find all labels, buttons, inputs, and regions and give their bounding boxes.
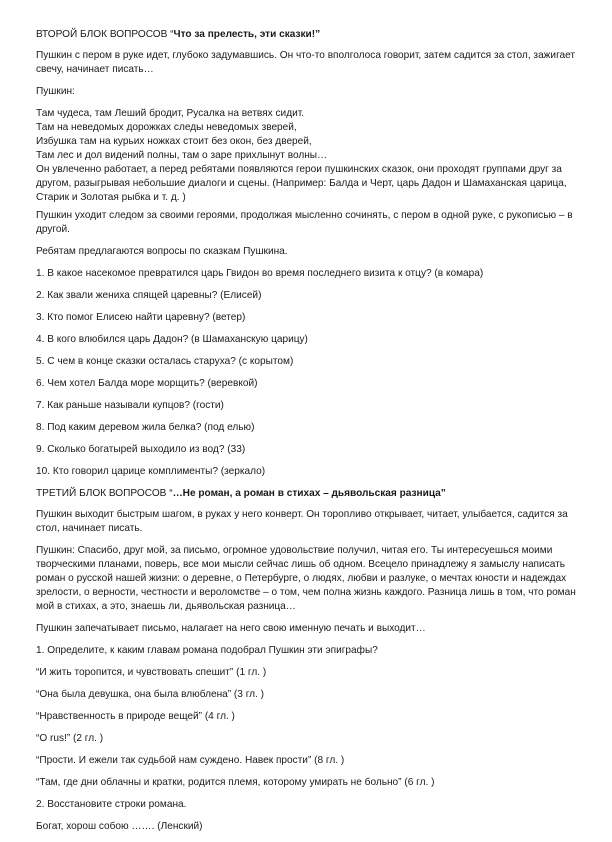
heading-prefix: ТРЕТИЙ БЛОК ВОПРОСОВ “	[36, 488, 173, 499]
block2-heading	[36, 28, 582, 42]
epigraph-item: “O rus!” (2 гл. )	[36, 733, 104, 744]
poem-line: Там лес и дол видений полны, там о заре прихлынут волны…	[36, 150, 328, 161]
epigraph-list	[36, 666, 582, 790]
epigraph-item: “Нравственность в природе вещей” (4 гл. )	[36, 711, 235, 722]
epigraph-item: “Она была девушка, она была влюблена” (3 гл. )	[36, 689, 265, 700]
heading-suffix: ”	[315, 29, 321, 40]
block3-seal: Пушкин запечатывает письмо, налагает на него свою именную печать и выходит…	[36, 623, 426, 634]
question-item: 4. В кого влюбился царь Дадон? (в Шамаханскую царицу)	[36, 334, 308, 345]
question-item: 10. Кто говорил царице комплименты? (зеркало)	[36, 466, 266, 477]
question-item: 6. Чем хотел Балда море морщить? (веревкой)	[36, 378, 258, 389]
block2-speaker: Пушкин:	[36, 86, 75, 97]
epigraph-item: “И жить торопится, и чувствовать спешит” (1 гл. )	[36, 667, 267, 678]
block3-question-1: 1. Определите, к каким главам романа подобрал Пушкин эти эпиграфы?	[36, 645, 378, 656]
block3-letter: Пушкин: Спасибо, друг мой, за письмо, огромное удовольствие получил, читая его. Ты интересуешься моими творческими планами, поверь, все мои мысли сейчас лишь об одном. Всецело принадлежу я замыслу написать роман о русской нашей жизни: о деревне, о Петербурге, о людях, любви и разлуке, о мечтах юности и надеждах зрелости, о верности, честности и вероломстве – о том, чем полна жизнь каждого. Разница лишь в том, что роман мой в стихах, а это, знаешь ли, дьявольская разница…	[36, 545, 576, 612]
epigraph-item: “Там, где дни облачны и кратки, родится племя, которому умирать не больно” (6 гл. )	[36, 777, 435, 788]
poem-line: Избушка там на курьих ножках стоит без окон, без дверей,	[36, 136, 312, 147]
heading-prefix: ВТОРОЙ БЛОК ВОПРОСОВ “	[36, 29, 174, 40]
question-item: 3. Кто помог Елисею найти царевну? (ветер)	[36, 312, 246, 323]
question-item: 7. Как раньше называли купцов? (гости)	[36, 400, 224, 411]
poem	[36, 107, 582, 205]
question-item: 1. В какое насекомое превратился царь Гвидон во время последнего визита к отцу? (в комара)	[36, 268, 484, 279]
block2-exit: Пушкин уходит следом за своими героями, продолжая мысленно сочинять, с пером в одной руке, с рукописью – в другой.	[36, 210, 573, 235]
heading-title: …Не роман, а роман в стихах – дьявольская разница	[172, 488, 441, 499]
block2-prompt: Ребятам предлагаются вопросы по сказкам Пушкина.	[36, 246, 288, 257]
poem-line: Там на неведомых дорожках следы неведомых зверей,	[36, 122, 297, 133]
epigraph-item: “Прости. И ежели так судьбой нам суждено. Навек прости” (8 гл. )	[36, 755, 345, 766]
block3-intro: Пушкин выходит быстрым шагом, в руках у него конверт. Он торопливо открывает, читает, улыбается, садится за стол, начинает писать.	[36, 509, 568, 534]
question-item: 8. Под каким деревом жила белка? (под елью)	[36, 422, 255, 433]
question-item: 9. Сколько богатырей выходило из вод? (33)	[36, 444, 246, 455]
question-list	[36, 267, 582, 479]
block2-intro: Пушкин с пером в руке идет, глубоко задумавшись. Он что-то вполголоса говорит, затем садится за стол, зажигает свечу, начинает писать…	[36, 50, 576, 75]
block3-heading	[36, 487, 582, 501]
block3-question-2: 2. Восстановите строки романа.	[36, 799, 187, 810]
question-item: 5. С чем в конце сказки осталась старуха? (с корытом)	[36, 356, 294, 367]
after-poem: Он увлеченно работает, а перед ребятами появляются герои пушкинских сказок, они проходят группами друг за другом, разыгрывая небольшие диалоги и сцены. (Например: Балда и Черт, царь Дадон и Шамаханская царица, Старик и Золотая рыбка и т. д. )	[36, 164, 567, 203]
question-item: 2. Как звали жениха спящей царевны? (Елисей)	[36, 290, 262, 301]
heading-suffix: ”	[440, 488, 446, 499]
block3-last-line: Богат, хорош собою ……. (Ленский)	[36, 821, 203, 832]
poem-line: Там чудеса, там Леший бродит, Русалка на ветвях сидит.	[36, 108, 305, 119]
document-page	[36, 28, 582, 842]
heading-title: Что за прелесть, эти сказки!	[173, 29, 316, 40]
